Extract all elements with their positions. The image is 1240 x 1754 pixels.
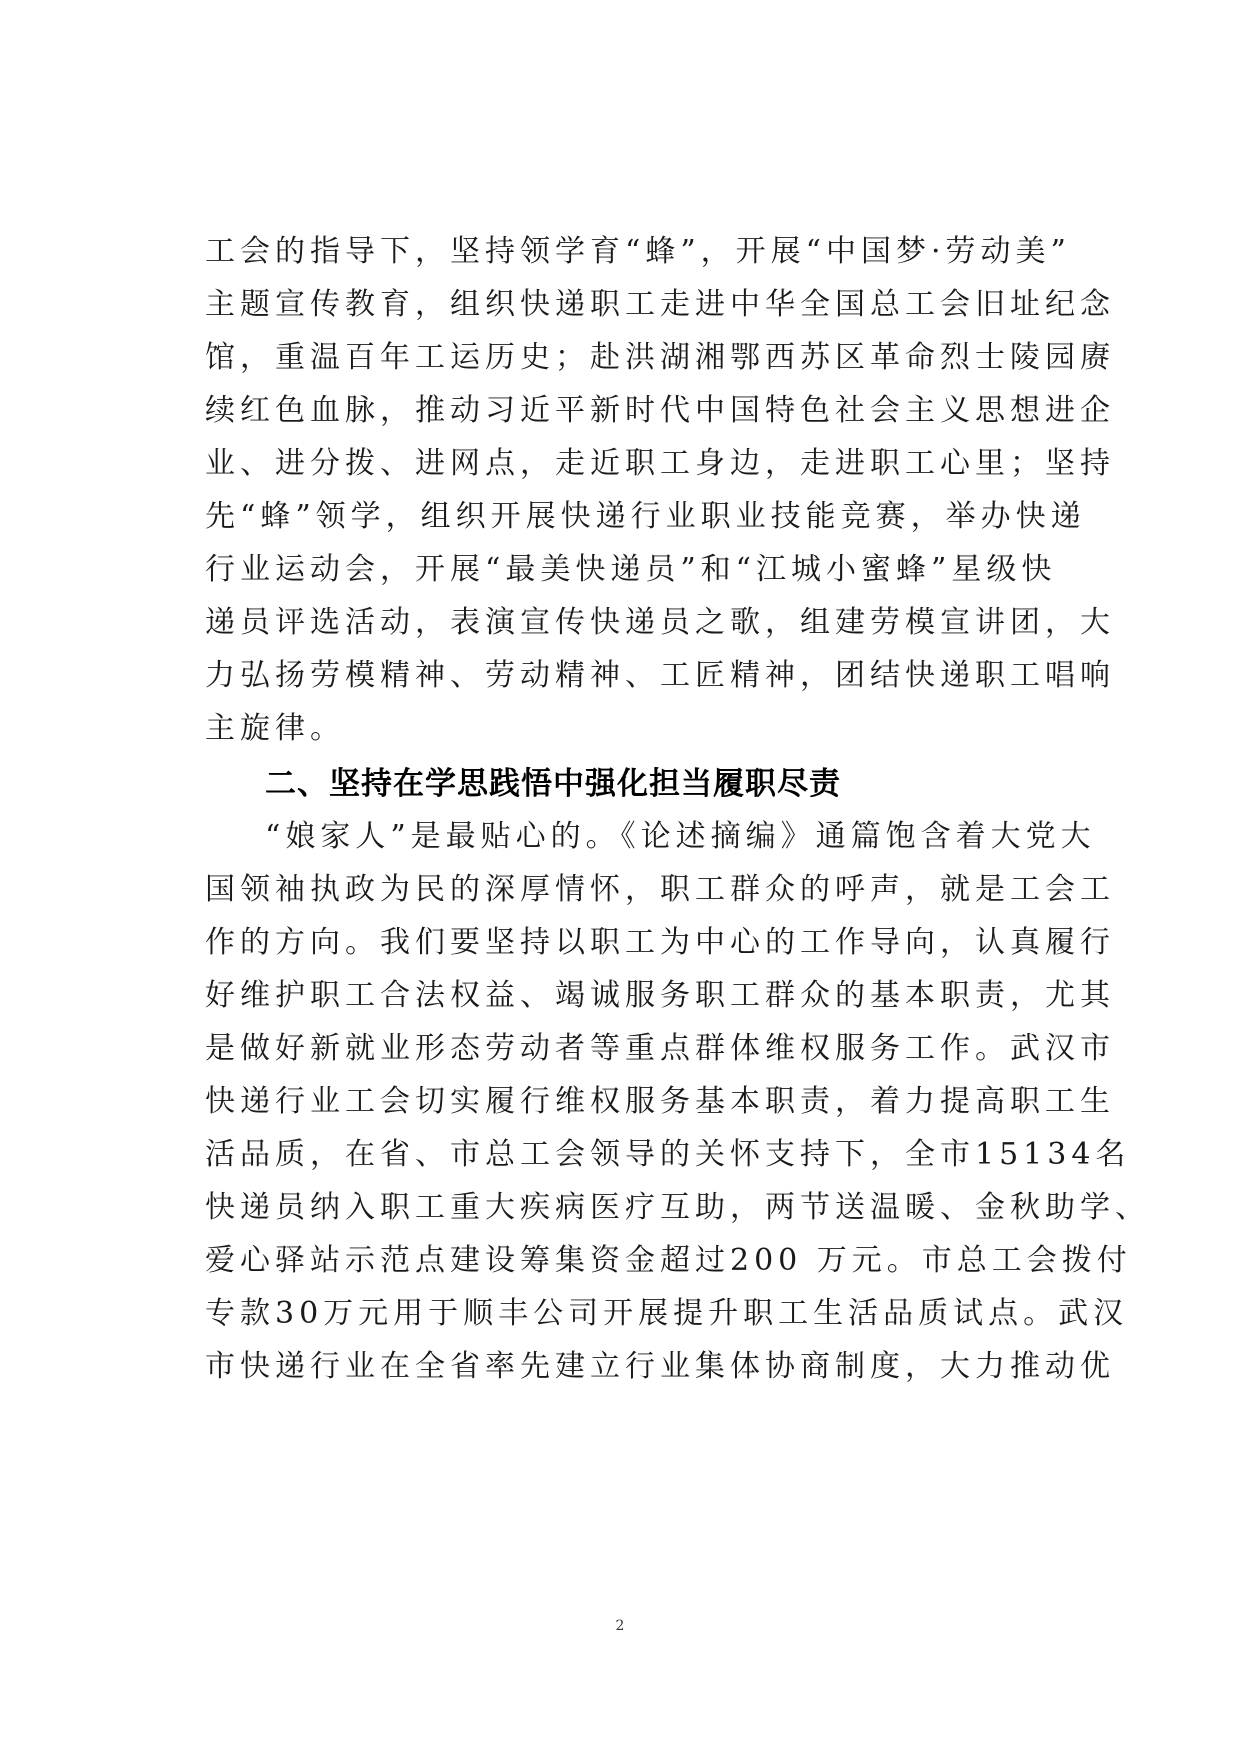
paragraph-2-line: 快递行业工会切实履行维权服务基本职责，着力提高职工生 (205, 1084, 1115, 1119)
paragraph-2-line: 专款30万元用于顺丰公司开展提升职工生活品质试点。武汉 (205, 1296, 1129, 1331)
paragraph-1-line: 主题宣传教育，组织快递职工走进中华全国总工会旧址纪念 (205, 287, 1115, 322)
paragraph-1-line: 工会的指导下，坚持领学育“蜂”，开展“中国梦·劳动美” (205, 234, 1071, 269)
paragraph-1-line: 力弘扬劳模精神、劳动精神、工匠精神，团结快递职工唱响 (205, 658, 1115, 693)
paragraph-1-line: 馆，重温百年工运历史；赴洪湖湘鄂西苏区革命烈士陵园赓 (205, 340, 1115, 375)
paragraph-1-line: 续红色血脉，推动习近平新时代中国特色社会主义思想进企 (205, 393, 1115, 428)
section-heading: 二、坚持在学思践悟中强化担当履职尽责 (265, 766, 841, 802)
paragraph-2-line: 市快递行业在全省率先建立行业集体协商制度，大力推动优 (205, 1349, 1115, 1384)
paragraph-2-line: 国领袖执政为民的深厚情怀，职工群众的呼声，就是工会工 (205, 872, 1115, 907)
paragraph-2-line: 活品质，在省、市总工会领导的关怀支持下，全市15134名 (205, 1137, 1131, 1172)
paragraph-1-line: 主旋律。 (205, 711, 345, 746)
paragraph-2-line: 爱心驿站示范点建设筹集资金超过200 万元。市总工会拨付 (205, 1243, 1132, 1278)
paragraph-1-line: 先“蜂”领学，组织开展快递行业职业技能竞赛，举办快递 (205, 499, 1086, 534)
paragraph-2-line: “娘家人”是最贴心的。《论述摘编》通篇饱含着大党大 (265, 819, 1096, 854)
paragraph-2-line: 快递员纳入职工重大疾病医疗互助，两节送温暖、金秋助学、 (205, 1190, 1150, 1225)
paragraph-2-line: 作的方向。我们要坚持以职工为中心的工作导向，认真履行 (205, 925, 1115, 960)
paragraph-1-line: 行业运动会，开展“最美快递员”和“江城小蜜蜂”星级快 (205, 552, 1057, 587)
paragraph-2-line: 好维护职工合法权益、竭诚服务职工群众的基本职责，尤其 (205, 978, 1115, 1013)
paragraph-2-line: 是做好新就业形态劳动者等重点群体维权服务工作。武汉市 (205, 1031, 1115, 1066)
page-number: 2 (615, 1618, 625, 1634)
paragraph-1-line: 业、进分拨、进网点，走近职工身边，走进职工心里；坚持 (205, 446, 1115, 481)
paragraph-1-line: 递员评选活动，表演宣传快递员之歌，组建劳模宣讲团，大 (205, 605, 1115, 640)
